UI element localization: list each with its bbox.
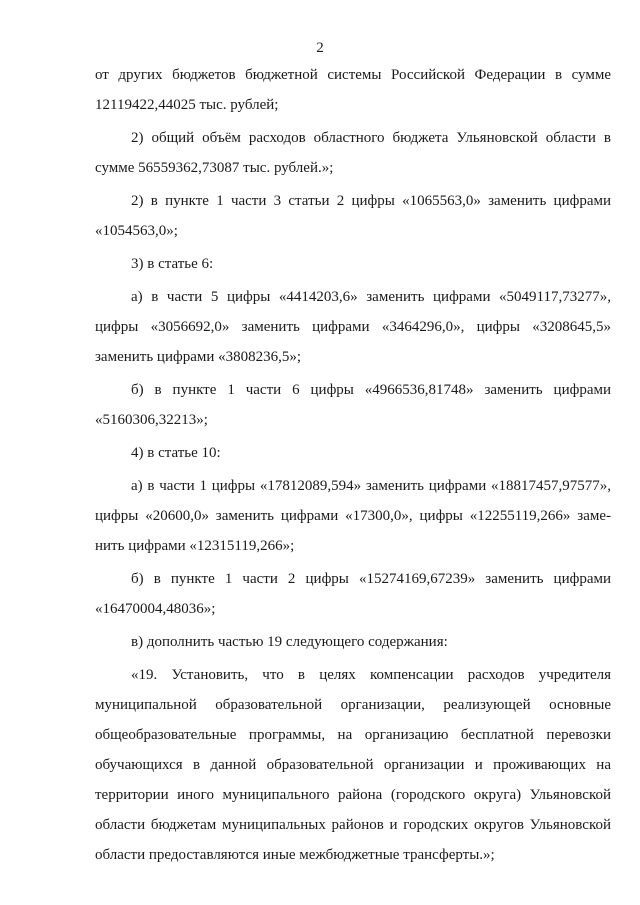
paragraph-item-3-heading: 3) в статье 6: bbox=[131, 256, 214, 272]
paragraph-item-4-heading: 4) в статье 10: bbox=[131, 445, 221, 461]
paragraph-item-2: 2) в пункте 1 части 3 статьи 2 цифры «1065563,0» заменить цифрами «1054563,0»; bbox=[95, 193, 611, 239]
paragraph-item-3a: а) в части 5 цифры «4414203,6» заменить цифрами «5049117,73277», цифры «3056692,0» заменить цифрами «3464296,0», цифры «3208645,5» заменить цифрами «3808236,5»; bbox=[95, 289, 611, 365]
paragraph-item-4c: в) дополнить частью 19 следующего содержания: bbox=[131, 634, 448, 650]
page-number: 2 bbox=[316, 40, 324, 56]
paragraph-item-4b: б) в пункте 1 части 2 цифры «15274169,67239» заменить цифрами «16470004,48036»; bbox=[95, 571, 611, 617]
paragraph-total-expenses: 2) общий объём расходов областного бюджета Ульяновской области в сумме 56559362,73087 тыс. рублей.»; bbox=[95, 130, 611, 176]
paragraph-item-3b: б) в пункте 1 части 6 цифры «4966536,81748» заменить цифрами «5160306,32213»; bbox=[95, 382, 611, 428]
document-body bbox=[95, 60, 611, 870]
paragraph-item-4a: а) в части 1 цифры «17812089,594» заменить цифрами «18817457,97577», цифры «20600,0» заменить цифрами «17300,0», цифры «12255119,266» заме-нить цифрами «12315119,266»; bbox=[95, 478, 611, 554]
paragraph-part-19: «19. Установить, что в целях компенсации расходов учредителя муниципальной образовательной организации, реализующей основные общеобразовательные программы, на организацию бесплатной перевозки обучающихся в данной образовательной организации и проживающих на территории иного муниципального района (городского округа) Ульяновской области бюджетам муниципальных районов и городских округов Ульяновской области предоставляются иные межбюджетные трансферты.»; bbox=[95, 667, 611, 863]
paragraph-revenue-continuation: от других бюджетов бюджетной системы Российской Федерации в сумме 12119422,44025 тыс. рублей; bbox=[95, 67, 611, 113]
